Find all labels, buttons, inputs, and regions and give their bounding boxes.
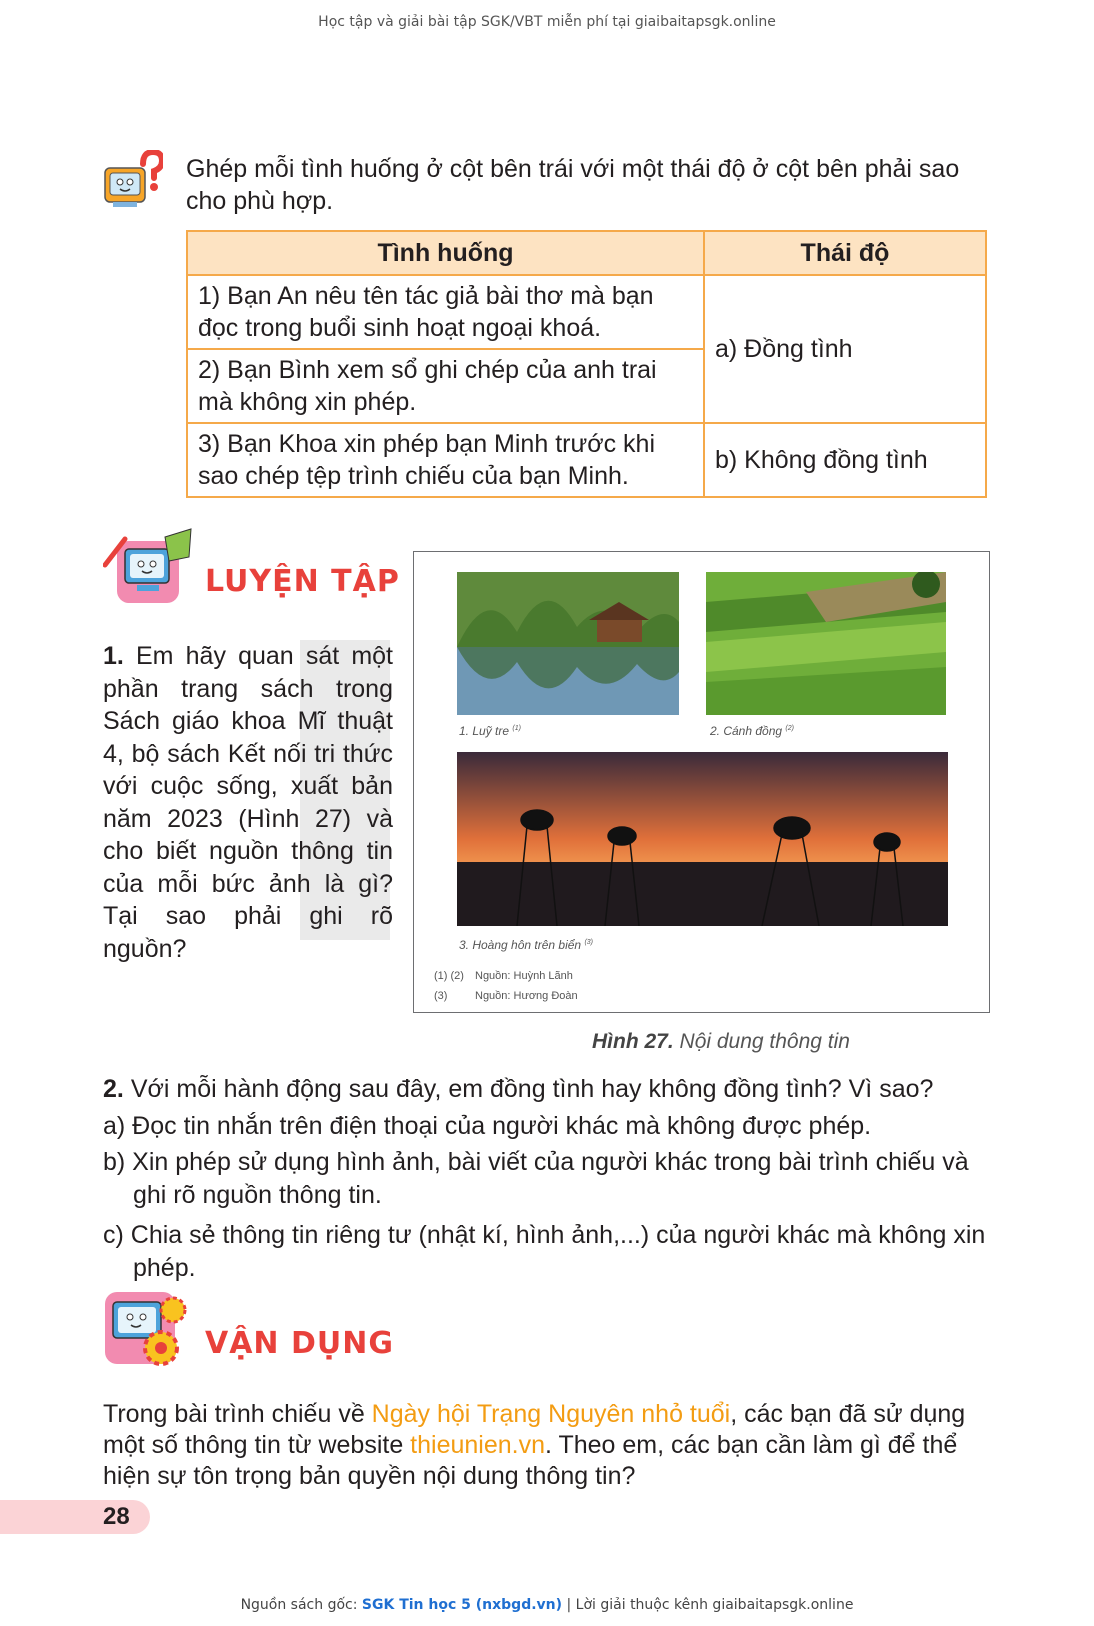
- source-text-2: Nguồn: Hương Đoàn: [475, 990, 578, 1002]
- caption-3: 3. Hoàng hôn trên biển $^{(3)}$: [459, 938, 593, 952]
- situation-2: 2) Bạn Bình xem sổ ghi chép của anh trai mà không xin phép.: [187, 349, 704, 423]
- source-text-1: Nguồn: Huỳnh Lãnh: [475, 970, 573, 982]
- exercise-1-text: Em hãy quan sát một phần trang sách trong Sách giáo khoa Mĩ thuật 4, bộ sách Kết nối tri thức với cuộc sống, xuất bản năm 2023 (Hình 27) và cho biết nguồn thông tin của mỗi bức ảnh là gì? Tại sao phải ghi rõ nguồn?: [103, 642, 393, 963]
- caption-2: 2. Cánh đồng $^{(2)}$: [710, 724, 794, 738]
- photo-field: [706, 572, 946, 715]
- caption-1: 1. Luỹ tre $^{(1)}$: [459, 724, 521, 738]
- matching-table: [186, 230, 987, 498]
- header-note: Học tập và giải bài tập SGK/VBT miễn phí tại giaibaitapsgk.online: [318, 14, 776, 30]
- situation-3: 3) Bạn Khoa xin phép bạn Minh trước khi sao chép tệp trình chiếu của bạn Minh.: [187, 423, 704, 497]
- question-computer-icon: [103, 150, 163, 212]
- figure-caption: Hình 27. Nội dung thông tin: [592, 1030, 850, 1053]
- footer-source-link[interactable]: SGK Tin học 5 (nxbgd.vn): [361, 1597, 563, 1613]
- header-attitude: Thái độ: [704, 231, 986, 275]
- exercise-2-item-b: b) Xin phép sử dụng hình ảnh, bài viết của người khác trong bài trình chiếu và ghi rõ nguồn thông tin.: [103, 1148, 969, 1209]
- exercise-1: [103, 640, 393, 965]
- situation-1: 1) Bạn An nêu tên tác giả bài thơ mà bạn đọc trong buổi sinh hoạt ngoại khoá.: [187, 275, 704, 349]
- source-ref-2: (3): [434, 990, 448, 1002]
- practice-title: LUYỆN TẬP: [205, 564, 400, 599]
- photo-bamboo: [457, 572, 679, 715]
- page-number: 28: [0, 1500, 150, 1534]
- attitude-a: a) Đồng tình: [704, 275, 986, 423]
- application-title: VẬN DỤNG: [205, 1326, 394, 1361]
- header-situation: Tình huống: [187, 231, 704, 275]
- question-text: Ghép mỗi tình huống ở cột bên trái với một thái độ ở cột bên phải sao cho phù hợp.: [186, 155, 960, 215]
- exercise-1-number: 1.: [103, 642, 124, 670]
- highlight-event: Ngày hội Trạng Nguyên nhỏ tuổi: [371, 1400, 731, 1428]
- figure-27: [413, 551, 990, 1013]
- source-ref-1: (1) (2): [434, 970, 464, 982]
- attitude-b: b) Không đồng tình: [704, 423, 986, 497]
- exercise-2-item-a: a) Đọc tin nhắn trên điện thoại của người khác mà không được phép.: [103, 1111, 872, 1140]
- exercise-2-item-c: c) Chia sẻ thông tin riêng tư (nhật kí, hình ảnh,...) của người khác mà không xin phép.: [103, 1221, 986, 1282]
- footer-note: Nguồn sách gốc: SGK Tin học 5 (nxbgd.vn) | Lời giải thuộc kênh giaibaitapsgk.online: [240, 1597, 854, 1613]
- photo-sunset: [457, 752, 948, 926]
- exercise-2: [103, 1073, 993, 1284]
- application-text: Trong bài trình chiếu về Ngày hội Trạng Nguyên nhỏ tuổi, các bạn đã sử dụng một số thông tin từ website thieunien.vn. Theo em, các bạn cần làm gì để thể hiện sự tôn trọng bản quyền nội dung thông tin?: [103, 1400, 966, 1490]
- practice-computer-icon: [103, 527, 195, 611]
- highlight-website: thieunien.vn: [410, 1431, 545, 1459]
- exercise-2-question: 2. Với mỗi hành động sau đây, em đồng tình hay không đồng tình? Vì sao?: [103, 1075, 934, 1103]
- application-computer-icon: [103, 1288, 195, 1372]
